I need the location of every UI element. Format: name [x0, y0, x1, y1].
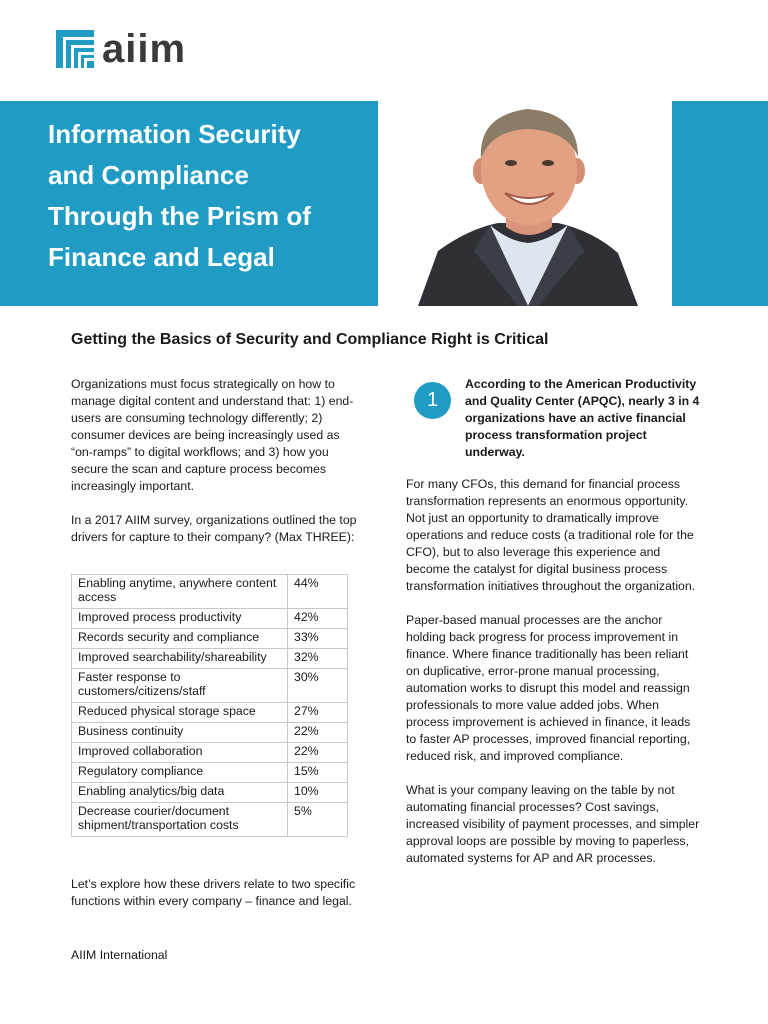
table-row: [72, 575, 348, 609]
driver-cell: Enabling anytime, anywhere content access: [72, 575, 288, 609]
paper-processes-paragraph: Paper-based manual processes are the anchor holding back progress for process improvement in finance. Where finance traditionally has been reliant on duplicative, error-prone manual processing, automation works to disrupt this model and reassign professionals to more value added jobs. When process improvement is achieved in finance, it leads to faster AP processes, improved financial reporting, reduced risk, and improved compliance.: [406, 613, 691, 763]
table-row: [72, 703, 348, 723]
percent-cell: 10%: [288, 783, 348, 803]
percent-cell: 30%: [288, 669, 348, 703]
table-row: [72, 669, 348, 703]
page-title: [48, 114, 368, 278]
title-line: Finance and Legal: [48, 242, 275, 272]
percent-cell: 22%: [288, 743, 348, 763]
driver-cell: Faster response to customers/citizens/staff: [72, 669, 288, 703]
driver-cell: Improved process productivity: [72, 609, 288, 629]
driver-cell: Business continuity: [72, 723, 288, 743]
callout-number-badge: 1: [414, 382, 451, 419]
callout-text: According to the American Productivity and Quality Center (APQC), nearly 3 in 4 organizations have an active financial process transformation project underway.: [465, 377, 700, 459]
section-heading: Getting the Basics of Security and Compliance Right is Critical: [71, 331, 549, 348]
title-line: Information Security: [48, 119, 301, 149]
title-line: and Compliance: [48, 160, 249, 190]
driver-cell: Reduced physical storage space: [72, 703, 288, 723]
driver-cell: Improved collaboration: [72, 743, 288, 763]
closing-paragraph: Let’s explore how these drivers relate to two specific functions within every company – finance and legal.: [71, 877, 356, 908]
footer-text: AIIM International: [71, 948, 168, 962]
percent-cell: 32%: [288, 649, 348, 669]
table-row: [72, 723, 348, 743]
table-row: [72, 649, 348, 669]
percent-cell: 44%: [288, 575, 348, 609]
driver-cell: Improved searchability/shareability: [72, 649, 288, 669]
table-row: [72, 609, 348, 629]
percent-cell: 33%: [288, 629, 348, 649]
aiim-wordmark: aiim: [102, 27, 187, 71]
capture-drivers-table: [71, 574, 348, 837]
table-row: [72, 743, 348, 763]
driver-cell: Records security and compliance: [72, 629, 288, 649]
percent-cell: 15%: [288, 763, 348, 783]
table-row: [72, 803, 348, 837]
title-line: Through the Prism of: [48, 201, 311, 231]
automation-paragraph: What is your company leaving on the table by not automating financial processes? Cost savings, increased visibility of payment processes, and simpler approval loops are possible by moving to paperless, automated systems for AP and AR processes.: [406, 783, 700, 865]
percent-cell: 5%: [288, 803, 348, 837]
portrait-photo: [378, 101, 672, 306]
driver-cell: Enabling analytics/big data: [72, 783, 288, 803]
cfo-paragraph: For many CFOs, this demand for financial process transformation represents an enormous opportunity. Not just an opportunity to dramatically improve operations and reduce costs (a traditional role for the CFO), but to also leverage this experience and become the catalyst for digital business process transformation initiatives throughout the organization.: [406, 477, 696, 593]
table-row: [72, 763, 348, 783]
driver-cell: Decrease courier/document shipment/transportation costs: [72, 803, 288, 837]
left-column: [71, 376, 361, 563]
table-row: [72, 783, 348, 803]
percent-cell: 27%: [288, 703, 348, 723]
aiim-logo: [56, 29, 186, 69]
aiim-logo-mark-icon: [56, 30, 94, 68]
percent-cell: 42%: [288, 609, 348, 629]
percent-cell: 22%: [288, 723, 348, 743]
intro-paragraph: Organizations must focus strategically on how to manage digital content and understand that: 1) end-users are consuming technology differently; 2) consumer devices are being increasingly used as “on-ramps” to digital workflows; and 3) how you secure the scan and capture process becomes increasingly important.: [71, 377, 354, 493]
title-banner: [0, 101, 768, 306]
portrait-illustration: [378, 101, 672, 306]
driver-cell: Regulatory compliance: [72, 763, 288, 783]
right-column: [406, 476, 702, 884]
table-row: [72, 629, 348, 649]
survey-paragraph: In a 2017 AIIM survey, organizations outlined the top drivers for capture to their company? (Max THREE):: [71, 513, 357, 544]
